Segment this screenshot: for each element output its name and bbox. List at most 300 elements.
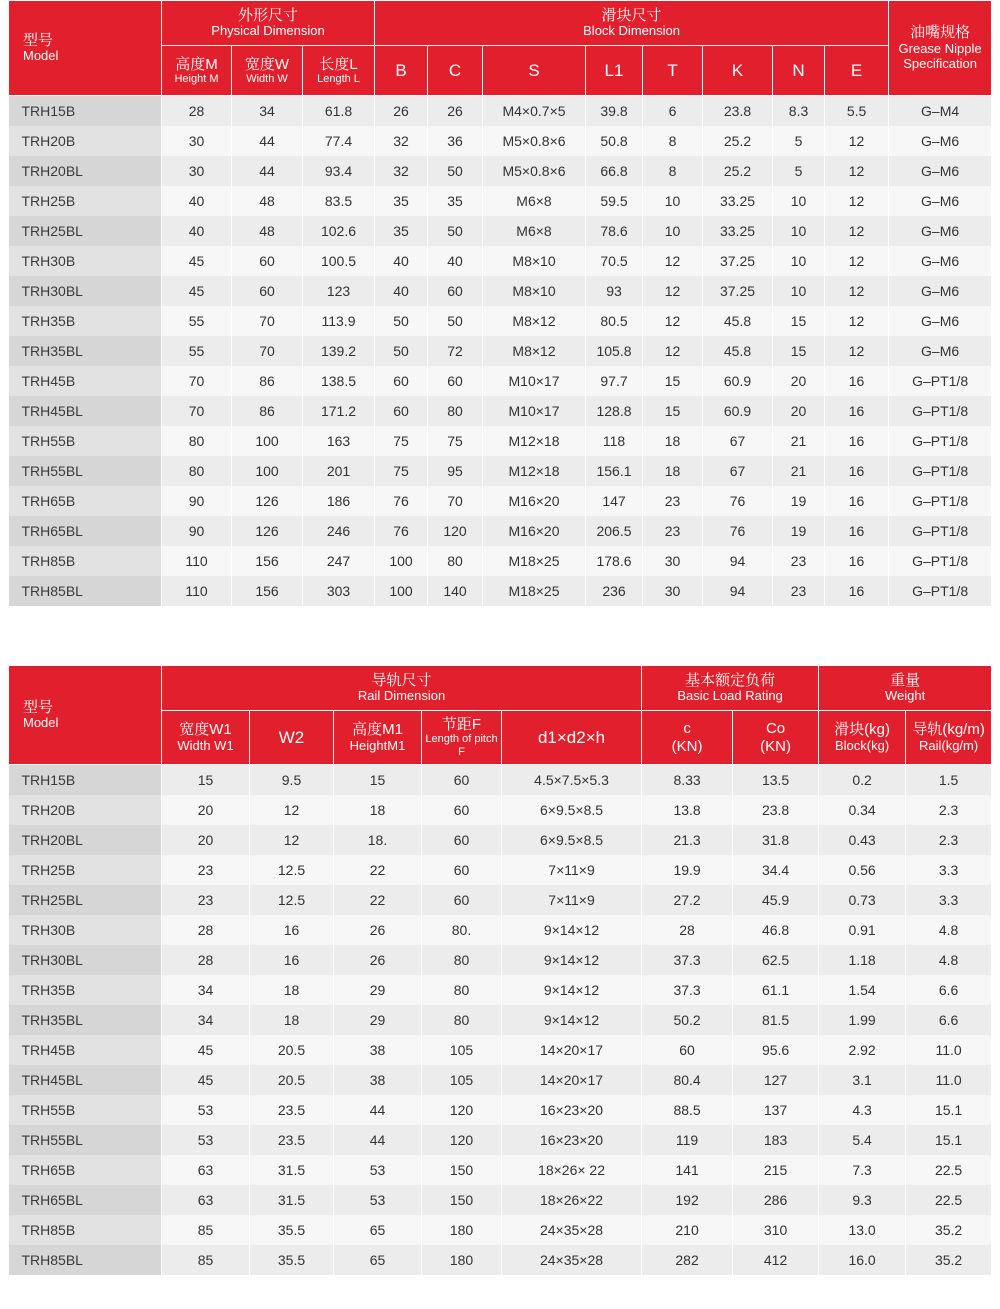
model-cell: TRH25B (9, 186, 162, 216)
value-cell: 60 (422, 825, 502, 855)
model-cell: TRH65BL (9, 516, 162, 546)
value-cell: 30 (162, 126, 232, 156)
table-row (9, 1245, 992, 1275)
value-cell: 105 (422, 1035, 502, 1065)
model-cell: TRH20B (9, 795, 162, 825)
value-cell: 12.5 (250, 855, 334, 885)
value-cell: 67 (703, 426, 773, 456)
value-cell: 15 (643, 366, 703, 396)
value-cell: 38 (334, 1035, 422, 1065)
value-cell: 80. (422, 915, 502, 945)
value-cell: 44 (232, 156, 303, 186)
model-cell: TRH85B (9, 546, 162, 576)
value-cell: 5.4 (819, 1125, 906, 1155)
table-row (9, 1005, 992, 1035)
model-cell: TRH65B (9, 1155, 162, 1185)
value-cell: 8.33 (642, 765, 733, 796)
value-cell: 1.54 (819, 975, 906, 1005)
value-cell: 26 (428, 96, 483, 127)
value-cell: 33.25 (703, 186, 773, 216)
value-cell: 25.2 (703, 126, 773, 156)
table-row (9, 1215, 992, 1245)
value-cell: 18×26×22 (502, 1185, 642, 1215)
value-cell: 236 (586, 576, 643, 606)
value-cell: 13.8 (642, 795, 733, 825)
model-cell: TRH25BL (9, 216, 162, 246)
value-cell: 12 (643, 246, 703, 276)
value-cell: 35.5 (250, 1215, 334, 1245)
value-cell: 16 (250, 915, 334, 945)
value-cell: 44 (334, 1125, 422, 1155)
value-cell: 110 (162, 576, 232, 606)
block-weight-header: 滑块(kg) Block(kg) (819, 711, 906, 765)
co-rating-header: Co (KN) (733, 711, 819, 765)
value-cell: 35 (375, 186, 428, 216)
block-dimension-header: 滑块尺寸 Block Dimension (375, 1, 889, 46)
table-row (9, 1155, 992, 1185)
value-cell: 60 (375, 396, 428, 426)
value-cell: 45 (162, 276, 232, 306)
k-header: K (703, 46, 773, 96)
value-cell: G–M6 (889, 156, 992, 186)
model-cell: TRH35BL (9, 1005, 162, 1035)
value-cell: 61.8 (303, 96, 375, 127)
value-cell: 10 (773, 246, 825, 276)
table-row (9, 765, 992, 796)
table-row (9, 186, 992, 216)
value-cell: 37.25 (703, 246, 773, 276)
value-cell: 21 (773, 426, 825, 456)
value-cell: 22.5 (906, 1185, 992, 1215)
value-cell: 246 (303, 516, 375, 546)
value-cell: 139.2 (303, 336, 375, 366)
value-cell: 206.5 (586, 516, 643, 546)
value-cell: 11.0 (906, 1065, 992, 1095)
value-cell: 23.8 (703, 96, 773, 127)
value-cell: 138.5 (303, 366, 375, 396)
value-cell: 180 (422, 1245, 502, 1275)
value-cell: 12 (825, 306, 889, 336)
value-cell: 35.2 (906, 1245, 992, 1275)
value-cell: 147 (586, 486, 643, 516)
value-cell: 50.8 (586, 126, 643, 156)
table-row (9, 1035, 992, 1065)
value-cell: 90 (162, 516, 232, 546)
value-cell: 40 (375, 246, 428, 276)
model-cell: TRH55BL (9, 1125, 162, 1155)
value-cell: 4.3 (819, 1095, 906, 1125)
value-cell: 55 (162, 336, 232, 366)
value-cell: 60.9 (703, 396, 773, 426)
value-cell: 303 (303, 576, 375, 606)
value-cell: 70 (232, 336, 303, 366)
value-cell: 123 (303, 276, 375, 306)
value-cell: 86 (232, 366, 303, 396)
value-cell: 60 (375, 366, 428, 396)
value-cell: 72 (428, 336, 483, 366)
value-cell: 100 (375, 546, 428, 576)
value-cell: 18 (334, 795, 422, 825)
value-cell: 60.9 (703, 366, 773, 396)
value-cell: G–PT1/8 (889, 456, 992, 486)
value-cell: 40 (375, 276, 428, 306)
value-cell: M18×25 (483, 546, 586, 576)
value-cell: 12 (825, 216, 889, 246)
value-cell: 80.5 (586, 306, 643, 336)
value-cell: 80.4 (642, 1065, 733, 1095)
model-cell: TRH85B (9, 1215, 162, 1245)
value-cell: G–PT1/8 (889, 426, 992, 456)
model-cell: TRH35B (9, 975, 162, 1005)
value-cell: 48 (232, 216, 303, 246)
value-cell: 45.8 (703, 336, 773, 366)
table-row (9, 885, 992, 915)
value-cell: 14×20×17 (502, 1065, 642, 1095)
value-cell: 282 (642, 1245, 733, 1275)
value-cell: 105.8 (586, 336, 643, 366)
value-cell: G–PT1/8 (889, 546, 992, 576)
value-cell: 93.4 (303, 156, 375, 186)
value-cell: 45.9 (733, 885, 819, 915)
value-cell: 13.5 (733, 765, 819, 796)
value-cell: 0.2 (819, 765, 906, 796)
rail-dimension-table (8, 665, 992, 1275)
value-cell: G–PT1/8 (889, 396, 992, 426)
value-cell: 80 (162, 456, 232, 486)
value-cell: 95 (428, 456, 483, 486)
c-header: C (428, 46, 483, 96)
value-cell: 6.6 (906, 975, 992, 1005)
value-cell: 44 (334, 1095, 422, 1125)
value-cell: 62.5 (733, 945, 819, 975)
rail-model-header: 型号 Model (9, 666, 162, 765)
value-cell: 28 (162, 96, 232, 127)
pitch-f-header: 节距F Length of pitch F (422, 711, 502, 765)
value-cell: 16 (825, 396, 889, 426)
value-cell: 15.1 (906, 1095, 992, 1125)
rail-weight-header: 导轨(kg/m) Rail(kg/m) (906, 711, 992, 765)
value-cell: 20 (773, 396, 825, 426)
value-cell: 120 (422, 1095, 502, 1125)
value-cell: 180 (422, 1215, 502, 1245)
value-cell: 19 (773, 516, 825, 546)
model-cell: TRH65BL (9, 1185, 162, 1215)
value-cell: 19 (773, 486, 825, 516)
value-cell: 94 (703, 576, 773, 606)
value-cell: 3.1 (819, 1065, 906, 1095)
value-cell: M5×0.8×6 (483, 126, 586, 156)
value-cell: 60 (422, 855, 502, 885)
value-cell: 80 (422, 975, 502, 1005)
value-cell: M16×20 (483, 516, 586, 546)
value-cell: 34 (232, 96, 303, 127)
value-cell: 1.18 (819, 945, 906, 975)
table-row (9, 336, 992, 366)
model-cell: TRH85BL (9, 1245, 162, 1275)
value-cell: 140 (428, 576, 483, 606)
height-m-header: 高度M Height M (162, 46, 232, 96)
value-cell: 18 (643, 426, 703, 456)
value-cell: 23.5 (250, 1125, 334, 1155)
value-cell: 67 (703, 456, 773, 486)
value-cell: 12 (825, 276, 889, 306)
value-cell: 60 (422, 795, 502, 825)
value-cell: 12 (250, 795, 334, 825)
value-cell: 60 (428, 276, 483, 306)
value-cell: 81.5 (733, 1005, 819, 1035)
value-cell: M10×17 (483, 366, 586, 396)
value-cell: 11.0 (906, 1035, 992, 1065)
value-cell: 9×14×12 (502, 975, 642, 1005)
value-cell: 156.1 (586, 456, 643, 486)
value-cell: 60 (232, 276, 303, 306)
value-cell: 18 (250, 975, 334, 1005)
table-row (9, 366, 992, 396)
value-cell: 53 (334, 1185, 422, 1215)
model-cell: TRH45BL (9, 396, 162, 426)
value-cell: 2.92 (819, 1035, 906, 1065)
value-cell: 178.6 (586, 546, 643, 576)
value-cell: 4.8 (906, 915, 992, 945)
value-cell: 119 (642, 1125, 733, 1155)
value-cell: 12 (643, 276, 703, 306)
value-cell: M10×17 (483, 396, 586, 426)
table-row (9, 975, 992, 1005)
model-cell: TRH55B (9, 1095, 162, 1125)
value-cell: 60 (422, 765, 502, 796)
value-cell: 9×14×12 (502, 945, 642, 975)
table-row (9, 795, 992, 825)
value-cell: 50 (428, 156, 483, 186)
value-cell: 70.5 (586, 246, 643, 276)
value-cell: 63 (162, 1155, 250, 1185)
value-cell: 75 (428, 426, 483, 456)
value-cell: 5.5 (825, 96, 889, 127)
model-cell: TRH45BL (9, 1065, 162, 1095)
value-cell: 21 (773, 456, 825, 486)
grease-nipple-header: 油嘴规格 Grease Nipple Specification (889, 1, 992, 96)
value-cell: G–M4 (889, 96, 992, 127)
value-cell: 26 (334, 945, 422, 975)
model-cell: TRH15B (9, 96, 162, 127)
block-dimension-table (8, 0, 992, 606)
table-row (9, 576, 992, 606)
model-cell: TRH35B (9, 306, 162, 336)
value-cell: 156 (232, 576, 303, 606)
model-cell: TRH20BL (9, 156, 162, 186)
value-cell: 60 (232, 246, 303, 276)
value-cell: M12×18 (483, 426, 586, 456)
value-cell: 22.5 (906, 1155, 992, 1185)
value-cell: M16×20 (483, 486, 586, 516)
value-cell: 16 (825, 546, 889, 576)
value-cell: 30 (643, 546, 703, 576)
value-cell: 35.2 (906, 1215, 992, 1245)
value-cell: 16 (825, 426, 889, 456)
value-cell: 29 (334, 1005, 422, 1035)
value-cell: 22 (334, 855, 422, 885)
value-cell: 126 (232, 516, 303, 546)
rail-dimension-header: 导轨尺寸 Rail Dimension (162, 666, 642, 711)
value-cell: 171.2 (303, 396, 375, 426)
value-cell: 15 (773, 306, 825, 336)
value-cell: 31.5 (250, 1185, 334, 1215)
value-cell: 85 (162, 1245, 250, 1275)
value-cell: G–PT1/8 (889, 486, 992, 516)
value-cell: 120 (428, 516, 483, 546)
value-cell: 76 (375, 486, 428, 516)
value-cell: 94 (703, 546, 773, 576)
value-cell: G–M6 (889, 216, 992, 246)
value-cell: 53 (334, 1155, 422, 1185)
table-row (9, 396, 992, 426)
value-cell: 2.3 (906, 825, 992, 855)
value-cell: 150 (422, 1185, 502, 1215)
model-cell: TRH30B (9, 246, 162, 276)
value-cell: 23.5 (250, 1095, 334, 1125)
value-cell: 201 (303, 456, 375, 486)
value-cell: 12 (825, 246, 889, 276)
value-cell: 10 (643, 216, 703, 246)
value-cell: 16×23×20 (502, 1095, 642, 1125)
table-row (9, 156, 992, 186)
table-row (9, 915, 992, 945)
value-cell: 16 (250, 945, 334, 975)
table-row (9, 456, 992, 486)
value-cell: 126 (232, 486, 303, 516)
value-cell: 63 (162, 1185, 250, 1215)
value-cell: 80 (422, 1005, 502, 1035)
value-cell: 3.3 (906, 885, 992, 915)
value-cell: 6 (643, 96, 703, 127)
value-cell: 10 (643, 186, 703, 216)
value-cell: 37.3 (642, 945, 733, 975)
value-cell: 12 (825, 126, 889, 156)
value-cell: 118 (586, 426, 643, 456)
value-cell: 15 (643, 396, 703, 426)
value-cell: 32 (375, 126, 428, 156)
basic-load-rating-header: 基本额定负荷 Basic Load Rating (642, 666, 819, 711)
value-cell: 53 (162, 1095, 250, 1125)
value-cell: 12 (643, 306, 703, 336)
b-header: B (375, 46, 428, 96)
value-cell: 9.3 (819, 1185, 906, 1215)
value-cell: 66.8 (586, 156, 643, 186)
value-cell: 120 (422, 1125, 502, 1155)
value-cell: 6×9.5×8.5 (502, 825, 642, 855)
value-cell: 16 (825, 366, 889, 396)
model-header: 型号 Model (9, 1, 162, 96)
value-cell: 16 (825, 456, 889, 486)
value-cell: 46.8 (733, 915, 819, 945)
value-cell: M12×18 (483, 456, 586, 486)
value-cell: 16.0 (819, 1245, 906, 1275)
value-cell: 48 (232, 186, 303, 216)
value-cell: 50.2 (642, 1005, 733, 1035)
value-cell: 23 (643, 486, 703, 516)
value-cell: 28 (162, 915, 250, 945)
value-cell: 45 (162, 1035, 250, 1065)
value-cell: 0.34 (819, 795, 906, 825)
value-cell: 18 (250, 1005, 334, 1035)
value-cell: 85 (162, 1215, 250, 1245)
value-cell: G–M6 (889, 336, 992, 366)
value-cell: 29 (334, 975, 422, 1005)
table-row (9, 855, 992, 885)
model-cell: TRH55B (9, 426, 162, 456)
value-cell: 77.4 (303, 126, 375, 156)
value-cell: 24×35×28 (502, 1215, 642, 1245)
value-cell: 6×9.5×8.5 (502, 795, 642, 825)
value-cell: 88.5 (642, 1095, 733, 1125)
value-cell: 5 (773, 126, 825, 156)
table-row (9, 945, 992, 975)
value-cell: M6×8 (483, 186, 586, 216)
value-cell: 97.7 (586, 366, 643, 396)
model-cell: TRH45B (9, 366, 162, 396)
value-cell: 60 (642, 1035, 733, 1065)
value-cell: 25.2 (703, 156, 773, 186)
value-cell: 7×11×9 (502, 885, 642, 915)
value-cell: 31.5 (250, 1155, 334, 1185)
value-cell: 110 (162, 546, 232, 576)
table-row (9, 1095, 992, 1125)
value-cell: 31.8 (733, 825, 819, 855)
value-cell: 23 (162, 855, 250, 885)
value-cell: 45 (162, 1065, 250, 1095)
value-cell: 53 (162, 1125, 250, 1155)
rail-table-body (9, 765, 992, 1276)
value-cell: M18×25 (483, 576, 586, 606)
value-cell: 8 (643, 126, 703, 156)
value-cell: 215 (733, 1155, 819, 1185)
value-cell: 16 (825, 486, 889, 516)
value-cell: 8 (643, 156, 703, 186)
value-cell: 0.91 (819, 915, 906, 945)
value-cell: 16 (825, 576, 889, 606)
width-w1-header: 宽度W1 Width W1 (162, 711, 250, 765)
value-cell: 27.2 (642, 885, 733, 915)
value-cell: 1.99 (819, 1005, 906, 1035)
d1-d2-h-header: d1×d2×h (502, 711, 642, 765)
value-cell: 13.0 (819, 1215, 906, 1245)
value-cell: 23 (643, 516, 703, 546)
value-cell: 310 (733, 1215, 819, 1245)
value-cell: 20.5 (250, 1035, 334, 1065)
value-cell: 102.6 (303, 216, 375, 246)
value-cell: 10 (773, 216, 825, 246)
value-cell: 5 (773, 156, 825, 186)
value-cell: 247 (303, 546, 375, 576)
weight-header: 重量 Weight (819, 666, 992, 711)
value-cell: 10 (773, 186, 825, 216)
value-cell: 18. (334, 825, 422, 855)
value-cell: M5×0.8×6 (483, 156, 586, 186)
value-cell: 18 (643, 456, 703, 486)
value-cell: 80 (422, 945, 502, 975)
value-cell: 10 (773, 276, 825, 306)
value-cell: 86 (232, 396, 303, 426)
value-cell: 15 (162, 765, 250, 796)
table-row (9, 546, 992, 576)
value-cell: 36 (428, 126, 483, 156)
table-row (9, 1185, 992, 1215)
value-cell: 156 (232, 546, 303, 576)
value-cell: 6.6 (906, 1005, 992, 1035)
value-cell: 15 (334, 765, 422, 796)
value-cell: 26 (334, 915, 422, 945)
height-m1-header: 高度M1 HeightM1 (334, 711, 422, 765)
